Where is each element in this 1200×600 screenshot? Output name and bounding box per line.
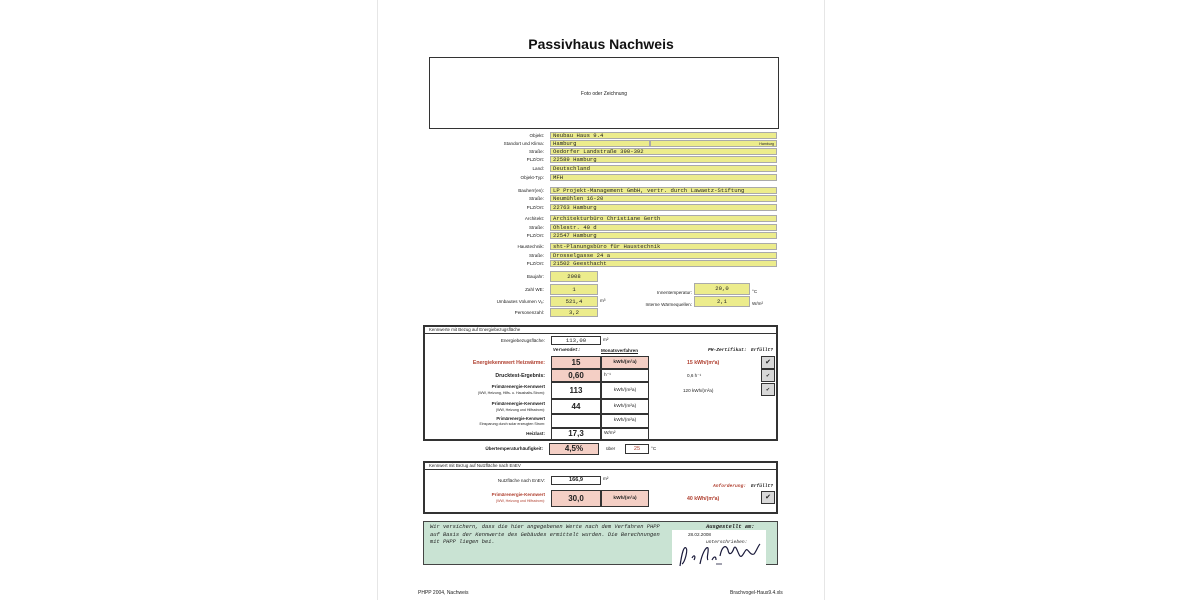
- monatsverfahren-label: Monatsverfahren: [601, 348, 639, 353]
- footer-right: Brachvogel-Haus9.4.xls: [730, 590, 783, 596]
- druck-check-icon: ✔: [761, 369, 775, 382]
- haustechnik-strasse-label: Straße:: [528, 253, 544, 258]
- page-title: Passivhaus Nachweis: [528, 36, 674, 52]
- standort-tag: Hamburg: [650, 140, 777, 147]
- innentemp-field[interactable]: 20,0: [694, 283, 750, 295]
- druck-value: 0,60: [551, 369, 601, 382]
- haustechnik-strasse-field[interactable]: Drosselgasse 24 a: [550, 252, 777, 259]
- signature-image: [676, 534, 766, 570]
- signed-label: unterschrieben:: [706, 540, 748, 545]
- uebertemp-temp[interactable]: 25: [625, 444, 649, 454]
- baujahr-field[interactable]: 2008: [550, 271, 598, 282]
- prim1-value: 113: [551, 382, 601, 399]
- ausgestellt-label: Ausgestellt am:: [706, 524, 755, 530]
- issue-date: 28.02.2008: [688, 532, 711, 537]
- prim3-unit: kWh/(m²a): [601, 414, 649, 428]
- prim1-requirement: 120 kWh/(m²a): [683, 388, 714, 393]
- druck-label: Drucktest-Ergebnis:: [495, 373, 545, 379]
- strasse-label: Straße:: [528, 149, 544, 154]
- anforderung-label: Anforderung:: [713, 484, 747, 489]
- prim2-sub: (WW, Heizung und Hilfsstrom):: [495, 408, 545, 412]
- typ-field[interactable]: MFH: [550, 174, 777, 181]
- enev-box: [423, 461, 778, 514]
- typ-label: Objekt-Typ:: [520, 175, 544, 180]
- heiz-value: 15: [551, 356, 601, 369]
- energy-box-header: Kennwerte mit Bezug auf Energiebezugsfläche: [425, 327, 776, 334]
- nf-field[interactable]: 166,9: [551, 476, 601, 485]
- haustechnik-label: Haustechnik:: [517, 244, 544, 249]
- enev-prim-value: 30,0: [551, 490, 601, 507]
- volumen-unit: m³: [600, 298, 606, 303]
- zahl-we-label: Zahl WE:: [525, 287, 544, 292]
- zahl-we-field[interactable]: 1: [550, 284, 598, 295]
- personen-label: Personenzahl:: [514, 310, 544, 315]
- prim1-unit: kWh/(m²a): [601, 382, 649, 399]
- innentemp-unit: °C: [752, 289, 758, 294]
- standort-label: Standort und Klima:: [503, 141, 544, 146]
- uebertemp-value: 4,5%: [549, 443, 599, 455]
- prim2-unit: kWh/(m²a): [601, 399, 649, 414]
- architekt-plz-label: PLZ/Ort:: [526, 233, 544, 238]
- personen-field[interactable]: 3,2: [550, 308, 598, 317]
- ebf-label: Energiebezugsfläche:: [500, 338, 545, 343]
- plz-field[interactable]: 22589 Hamburg: [550, 156, 777, 163]
- prim2-label: Primärenergie-Kennwert: [491, 401, 545, 406]
- architekt-strasse-label: Straße:: [528, 225, 544, 230]
- enev-box-header: Kennwert mit Bezug auf Nutzfläche nach EnEV: [425, 463, 776, 470]
- bauherr-strasse-label: Straße:: [528, 196, 544, 201]
- declaration-text: Wir versichern, dass die hier angegebenen Werte nach dem Verfahren PHPP auf Basis der Kennwerte des Gebäudes ermittelt wurden. Die Berechnungen mit PHPP liegen bei.: [430, 524, 660, 545]
- waerme-unit: W/m²: [752, 301, 763, 306]
- heizlast-unit: W/m²: [601, 428, 649, 440]
- heiz-label: Energiekennwert Heizwärme:: [472, 360, 545, 366]
- signature-area: [672, 530, 766, 570]
- haustechnik-plz-label: PLZ/Ort:: [526, 261, 544, 266]
- heiz-check-icon: ✔: [761, 356, 775, 369]
- heiz-requirement: 15 kWh/(m²a): [687, 360, 720, 366]
- innentemp-label: Innentemperatur:: [657, 290, 692, 295]
- document-page: [377, 0, 825, 600]
- druck-unit: h⁻¹: [601, 369, 649, 382]
- haustechnik-field[interactable]: sht-Planungsbüro für Haustechnik: [550, 243, 777, 250]
- prim1-label: Primärenergie-Kennwert: [491, 384, 545, 389]
- verwendet-label: Verwendet:: [553, 348, 581, 353]
- enev-prim-unit: kWh/(m²a): [601, 490, 649, 507]
- land-field[interactable]: Deutschland: [550, 165, 777, 172]
- architekt-plz-field[interactable]: 22547 Hamburg: [550, 232, 777, 239]
- haustechnik-plz-field[interactable]: 21502 Geesthacht: [550, 260, 777, 267]
- heizlast-label: Heizlast:: [526, 431, 545, 436]
- nf-label: Nutzfläche nach EnEV:: [497, 478, 545, 483]
- zertifikat-erfuellt-label: Erfüllt?: [751, 348, 774, 353]
- enev-prim-requirement: 40 kWh/(m²a): [687, 496, 720, 502]
- volumen-field[interactable]: 521,4: [550, 296, 598, 307]
- prim2-value: 44: [551, 399, 601, 414]
- heizlast-value: 17,3: [551, 428, 601, 440]
- objekt-field[interactable]: Neubau Haus 9.4: [550, 132, 777, 139]
- zertifikat-label: PH-Zertifikat:: [708, 348, 747, 353]
- enev-prim-sub: (WW, Heizung und Hilfsstrom):: [495, 499, 545, 503]
- plz-label: PLZ/Ort:: [526, 157, 544, 162]
- prim3-sub: Einsparung durch solar erzeugten Strom:: [479, 422, 545, 426]
- bauherr-plz-label: PLZ/Ort:: [526, 205, 544, 210]
- prim3-value: [551, 414, 601, 428]
- bauherr-label: Bauherr(en):: [518, 188, 544, 193]
- prim3-label: Primärenergie-Kennwert: [496, 416, 545, 421]
- photo-placeholder: [429, 57, 779, 129]
- enev-check-icon: ✔: [761, 491, 775, 504]
- prim1-check-icon: ✔: [761, 383, 775, 396]
- baujahr-label: Baujahr:: [526, 274, 544, 279]
- photo-placeholder-text: Foto oder Zeichnung: [580, 91, 628, 97]
- land-label: Land:: [532, 166, 544, 171]
- architekt-label: Architekt:: [524, 216, 544, 221]
- heiz-unit: kWh/(m²a): [601, 356, 649, 369]
- prim1-sub: (WW, Heizung, Hilfs- u. Haushalts-Strom):: [477, 391, 545, 395]
- uebertemp-label: Übertemperaturhäufigkeit:: [485, 446, 543, 451]
- bauherr-strasse-field[interactable]: Neumühlen 16-20: [550, 195, 777, 202]
- enev-erfuellt-label: Erfüllt?: [751, 484, 774, 489]
- ebf-field[interactable]: 113,00: [551, 336, 601, 345]
- standort-field[interactable]: Hamburg: [550, 140, 650, 147]
- strasse-field[interactable]: Oedorfer Landstraße 390-392: [550, 148, 777, 155]
- bauherr-field[interactable]: LP Projekt-Management GmbH, vertr. durch Lawaetz-Stiftung: [550, 187, 777, 194]
- footer-left: PHPP 2004, Nachweis: [418, 590, 469, 596]
- waerme-field[interactable]: 2,1: [694, 296, 750, 307]
- druck-requirement: 0,6 h⁻¹: [687, 373, 702, 378]
- architekt-strasse-field[interactable]: Ohlestr. 40 d: [550, 224, 777, 231]
- architekt-field[interactable]: Architekturbüro Christiane Gerth: [550, 215, 777, 222]
- ebf-unit: m²: [603, 337, 609, 342]
- bauherr-plz-field[interactable]: 22763 Hamburg: [550, 204, 777, 211]
- enev-prim-label: Primärenergie-Kennwert: [491, 492, 545, 497]
- volumen-label: Umbautes Volumen Vₑ:: [496, 299, 544, 304]
- uebertemp-unit: °C: [651, 446, 657, 451]
- nf-unit: m²: [603, 476, 609, 481]
- energy-box: [423, 325, 778, 441]
- uebertemp-word: über: [606, 446, 616, 451]
- waerme-label: Interne Wärmequellen:: [645, 302, 692, 307]
- objekt-label: Objekt:: [529, 133, 544, 138]
